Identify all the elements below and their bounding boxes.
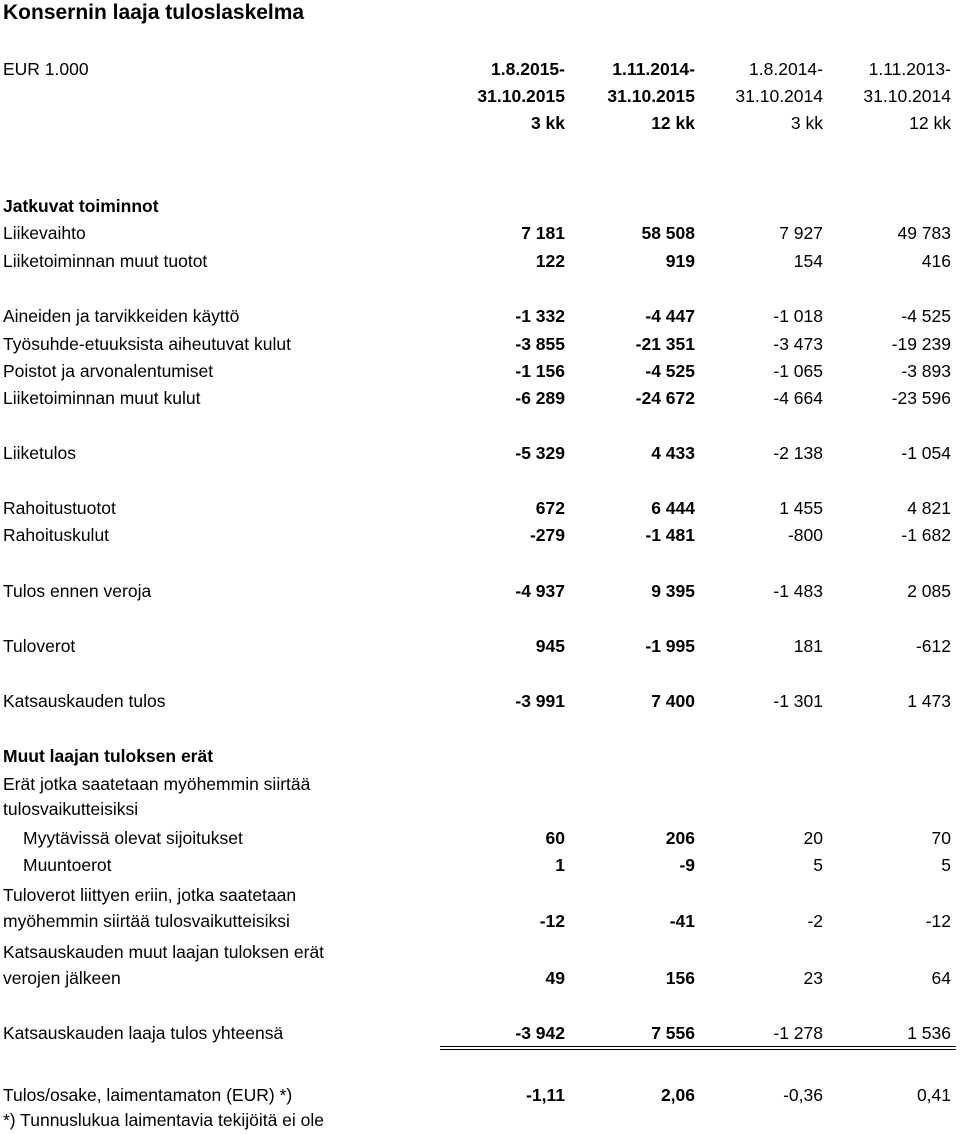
- table-row: [0, 303, 960, 329]
- cell-value: 5: [813, 855, 823, 875]
- table-row: [0, 852, 960, 878]
- cell-value: -1 065: [773, 361, 823, 381]
- table-row: [0, 331, 960, 357]
- cell-value: -41: [669, 911, 695, 931]
- cell-value: -1 481: [645, 525, 695, 545]
- col4-period-length: 12 kk: [909, 113, 951, 133]
- section-heading-oci: [0, 743, 960, 769]
- col3-period-start: 1.8.2014-: [749, 59, 823, 79]
- row-label: Työsuhde-etuuksista aiheutuvat kulut: [3, 334, 291, 354]
- cell-value: -800: [787, 525, 823, 545]
- table-row: [0, 578, 960, 604]
- table-row: [0, 248, 960, 274]
- table-row: [0, 882, 960, 908]
- cell-value: -4 937: [515, 581, 565, 601]
- cell-value: 672: [535, 498, 565, 518]
- row-label: Jatkuvat toiminnot: [3, 196, 159, 216]
- cell-value: -1 995: [645, 636, 695, 656]
- cell-value: -1 301: [773, 691, 823, 711]
- cell-value: 23: [803, 968, 823, 988]
- cell-value: -12: [539, 911, 565, 931]
- row-label: Aineiden ja tarvikkeiden käyttö: [3, 306, 240, 326]
- cell-value: -2: [807, 911, 823, 931]
- cell-value: 4 433: [651, 443, 695, 463]
- cell-value: -3 473: [773, 334, 823, 354]
- cell-value: -279: [529, 525, 565, 545]
- cell-value: 1: [555, 855, 565, 875]
- cell-value: 7 927: [779, 223, 823, 243]
- row-label: Tuloverot: [3, 636, 76, 656]
- row-label: Rahoituskulut: [3, 525, 110, 545]
- cell-value: 20: [803, 828, 823, 848]
- table-row: [0, 908, 960, 934]
- total-underline-bottom: [440, 1049, 956, 1050]
- row-label: Liikevaihto: [3, 223, 86, 243]
- table-row-total: [0, 1020, 960, 1046]
- row-label: Myytävissä olevat sijoitukset: [23, 828, 243, 848]
- cell-value: 58 508: [641, 223, 695, 243]
- row-label: Liiketulos: [3, 443, 76, 463]
- cell-value: -612: [915, 636, 951, 656]
- cell-value: 2 085: [907, 581, 951, 601]
- footnote-text: *) Tunnuslukua laimentavia tekijöitä ei ole: [3, 1110, 325, 1130]
- document-title: Konsernin laaja tuloslaskelma: [3, 1, 305, 24]
- row-label: Katsauskauden laaja tulos yhteensä: [3, 1023, 284, 1043]
- cell-value: -4 525: [901, 306, 951, 326]
- table-row: [0, 385, 960, 411]
- cell-value: 1 455: [779, 498, 823, 518]
- cell-value: 4 821: [907, 498, 951, 518]
- cell-value: 416: [921, 251, 951, 271]
- table-row: [0, 440, 960, 466]
- cell-value: 122: [535, 251, 565, 271]
- col3-period-length: 3 kk: [790, 113, 823, 133]
- cell-value: 156: [665, 968, 695, 988]
- cell-value: -1,11: [526, 1085, 565, 1105]
- cell-value: -3 893: [901, 361, 951, 381]
- col2-period-length: 12 kk: [651, 113, 695, 133]
- cell-value: 49 783: [897, 223, 951, 243]
- cell-value: -5 329: [515, 443, 565, 463]
- col1-period-length: 3 kk: [530, 113, 565, 133]
- cell-value: -0,36: [783, 1085, 823, 1105]
- col2-period-start: 1.11.2014-: [612, 59, 695, 79]
- cell-value: -23 596: [891, 388, 951, 408]
- cell-value: -3 855: [515, 334, 565, 354]
- table-row: [0, 495, 960, 521]
- cell-value: 7 556: [651, 1023, 695, 1043]
- cell-value: 1 473: [907, 691, 951, 711]
- table-row: [0, 522, 960, 548]
- cell-value: -6 289: [515, 388, 565, 408]
- col2-period-end: 31.10.2015: [607, 86, 695, 106]
- row-label: Erät jotka saatetaan myöhemmin siirtää: [3, 774, 311, 794]
- table-row: [0, 825, 960, 851]
- cell-value: 1 536: [907, 1023, 951, 1043]
- col3-period-end: 31.10.2014: [735, 86, 823, 106]
- table-row: [0, 796, 960, 822]
- section-heading-continuing: [0, 193, 960, 219]
- cell-value: -2 138: [773, 443, 823, 463]
- cell-value: -1 682: [901, 525, 951, 545]
- cell-value: 919: [665, 251, 695, 271]
- cell-value: 945: [535, 636, 565, 656]
- row-label: verojen jälkeen: [3, 968, 121, 988]
- cell-value: 70: [931, 828, 951, 848]
- cell-value: 49: [545, 968, 565, 988]
- cell-value: -9: [679, 855, 695, 875]
- row-label: Katsauskauden tulos: [3, 691, 166, 711]
- cell-value: 5: [941, 855, 951, 875]
- table-row: [0, 220, 960, 246]
- header-row-1: [0, 56, 960, 82]
- cell-value: -3 942: [515, 1023, 565, 1043]
- row-label: myöhemmin siirtää tulosvaikutteisiksi: [3, 911, 290, 931]
- col1-period-end: 31.10.2015: [477, 86, 565, 106]
- header-row-3: [0, 110, 960, 136]
- cell-value: -1 483: [773, 581, 823, 601]
- cell-value: 206: [665, 828, 695, 848]
- unit-label: EUR 1.000: [3, 59, 89, 79]
- row-label: Rahoitustuotot: [3, 498, 116, 518]
- cell-value: 60: [545, 828, 565, 848]
- cell-value: -4 447: [645, 306, 695, 326]
- cell-value: -4 664: [773, 388, 823, 408]
- cell-value: -21 351: [635, 334, 695, 354]
- col1-period-start: 1.8.2015-: [491, 59, 565, 79]
- cell-value: -1 332: [515, 306, 565, 326]
- row-label: Liiketoiminnan muut kulut: [3, 388, 201, 408]
- table-row: [0, 965, 960, 991]
- row-label: tulosvaikutteisiksi: [3, 799, 139, 819]
- cell-value: 9 395: [651, 581, 695, 601]
- row-label: Poistot ja arvonalentumiset: [3, 361, 214, 381]
- footnote: [0, 1107, 960, 1133]
- cell-value: -1 156: [515, 361, 565, 381]
- cell-value: -1 018: [773, 306, 823, 326]
- row-label: Katsauskauden muut laajan tuloksen erät: [3, 942, 325, 962]
- header-row-2: [0, 83, 960, 109]
- cell-value: -4 525: [645, 361, 695, 381]
- row-label: Muut laajan tuloksen erät: [3, 746, 214, 766]
- cell-value: 6 444: [651, 498, 695, 518]
- table-row: [0, 633, 960, 659]
- row-label: Liiketoiminnan muut tuotot: [3, 251, 208, 271]
- cell-value: -19 239: [891, 334, 951, 354]
- cell-value: 154: [793, 251, 823, 271]
- table-row: [0, 688, 960, 714]
- cell-value: 181: [793, 636, 823, 656]
- cell-value: 2,06: [660, 1085, 695, 1105]
- row-label: Muuntoerot: [23, 855, 112, 875]
- table-row-eps: [0, 1082, 960, 1108]
- table-row: [0, 771, 960, 797]
- cell-value: 7 181: [521, 223, 565, 243]
- cell-value: -1 278: [773, 1023, 823, 1043]
- total-underline-top: [440, 1046, 956, 1047]
- cell-value: 64: [931, 968, 951, 988]
- row-label: Tulos/osake, laimentamaton (EUR) *): [3, 1085, 293, 1105]
- cell-value: -1 054: [901, 443, 951, 463]
- col4-period-end: 31.10.2014: [863, 86, 951, 106]
- cell-value: 0,41: [916, 1085, 951, 1105]
- row-label: Tulos ennen veroja: [3, 581, 152, 601]
- cell-value: 7 400: [651, 691, 695, 711]
- row-label: Tuloverot liittyen eriin, jotka saatetaan: [3, 885, 297, 905]
- cell-value: -24 672: [635, 388, 695, 408]
- cell-value: -12: [925, 911, 951, 931]
- cell-value: -3 991: [515, 691, 565, 711]
- table-row: [0, 939, 960, 965]
- table-row: [0, 358, 960, 384]
- col4-period-start: 1.11.2013-: [868, 59, 951, 79]
